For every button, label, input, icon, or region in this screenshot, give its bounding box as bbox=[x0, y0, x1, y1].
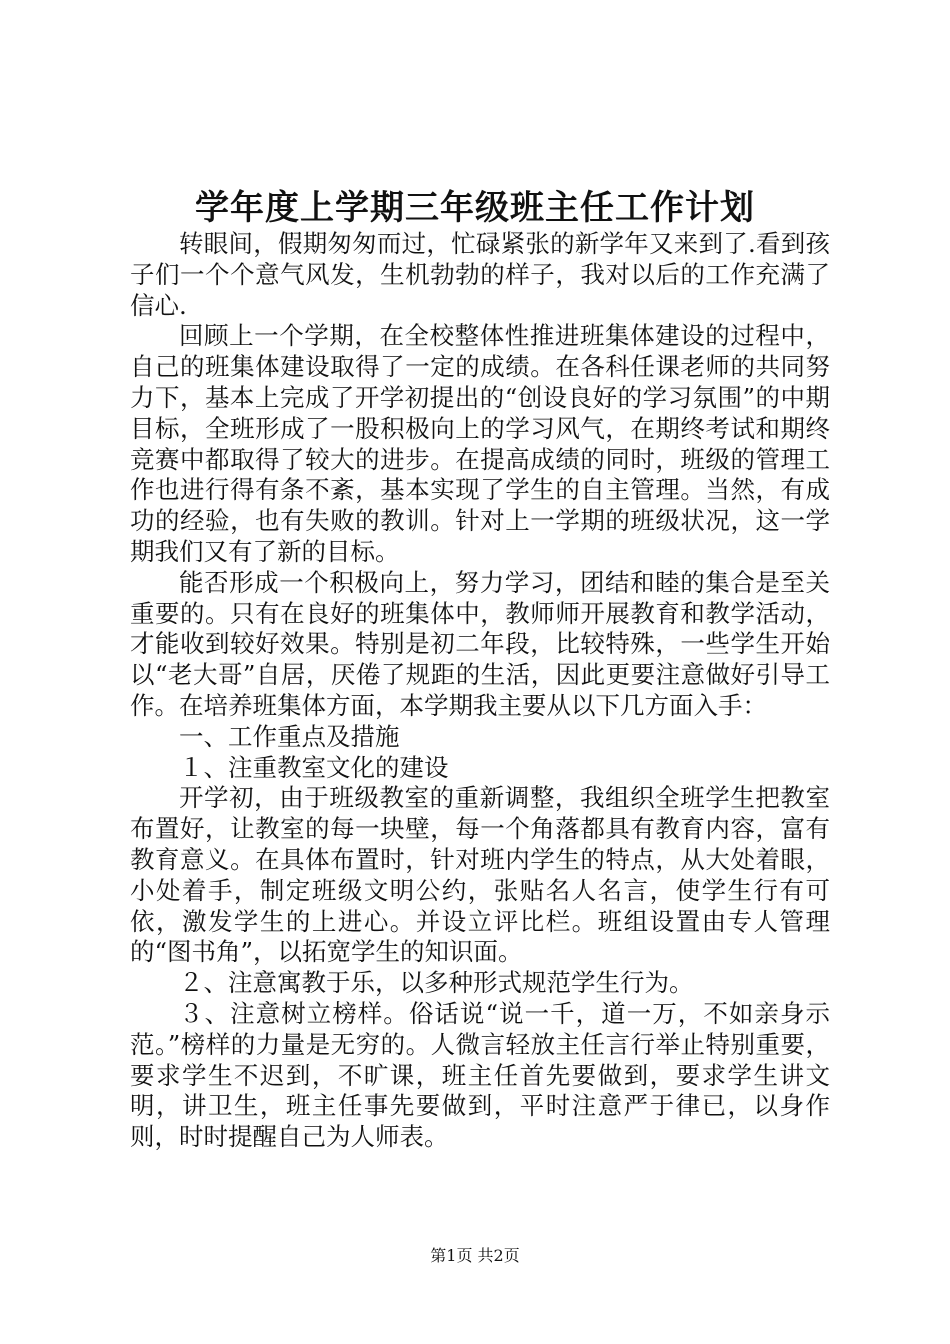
paragraph-goals: 能否形成一个积极向上，努力学习，团结和睦的集合是至关重要的。只有在良好的班集体中，教师师开展教育和教学活动，才能收到较好效果。特别是初二年段，比较特殊，一些学生开始以“老大哥”自居，厌倦了规距的生活，因此更要注意做好引导工作。在培养班集体方面，本学期我主要从以下几方面入手： bbox=[130, 567, 830, 720]
document-body bbox=[130, 229, 830, 1153]
paragraph-classroom-culture: 开学初，由于班级教室的重新调整，我组织全班学生把教室布置好，让教室的每一块壁，每一个角落都具有教育内容，富有教育意义。在具体布置时，针对班内学生的特点，从大处着眼，小处着手，制定班级文明公约，张贴名人名言，使学生行有可依，激发学生的上进心。并设立评比栏。班组设置由专人管理的“图书角”，以拓宽学生的知识面。 bbox=[130, 783, 830, 967]
paragraph-intro: 转眼间，假期匆匆而过，忙碌紧张的新学年又来到了.看到孩子们一个个意气风发，生机勃勃的样子，我对以后的工作充满了信心. bbox=[130, 229, 830, 320]
item-heading-classroom-culture: １、注重教室文化的建设 bbox=[179, 752, 449, 782]
page-number-footer: 第1页 共2页 bbox=[430, 1246, 520, 1265]
item-heading-teaching-through-fun: ２、注意寓教于乐，以多种形式规范学生行为。 bbox=[179, 968, 694, 998]
item-role-model: ３、注意树立榜样。俗话说“说一千，道一万，不如亲身示范。”榜样的力量是无穷的。人微言轻放主任言行举止特别重要，要求学生不迟到，不旷课，班主任首先要做到，要求学生讲文明，讲卫生，班主任事先要做到，平时注意严于律已，以身作则，时时提醒自己为人师表。 bbox=[130, 998, 830, 1152]
section-heading-work-focus: 一、工作重点及措施 bbox=[179, 721, 400, 751]
document-title: 学年度上学期三年级班主任工作计划 bbox=[195, 188, 755, 228]
paragraph-review: 回顾上一个学期，在全校整体性推进班集体建设的过程中，自己的班集体建设取得了一定的成绩。在各科任课老师的共同努力下，基本上完成了开学初提出的“创设良好的学习氛围”的中期目标，全班形成了一股积极向上的学习风气，在期终考试和期终竞赛中都取得了较大的进步。在提高成绩的同时，班级的管理工作也进行得有条不紊，基本实现了学生的自主管理。当然，有成功的经验，也有失败的教训。针对上一学期的班级状况，这一学期我们又有了新的目标。 bbox=[130, 321, 830, 566]
